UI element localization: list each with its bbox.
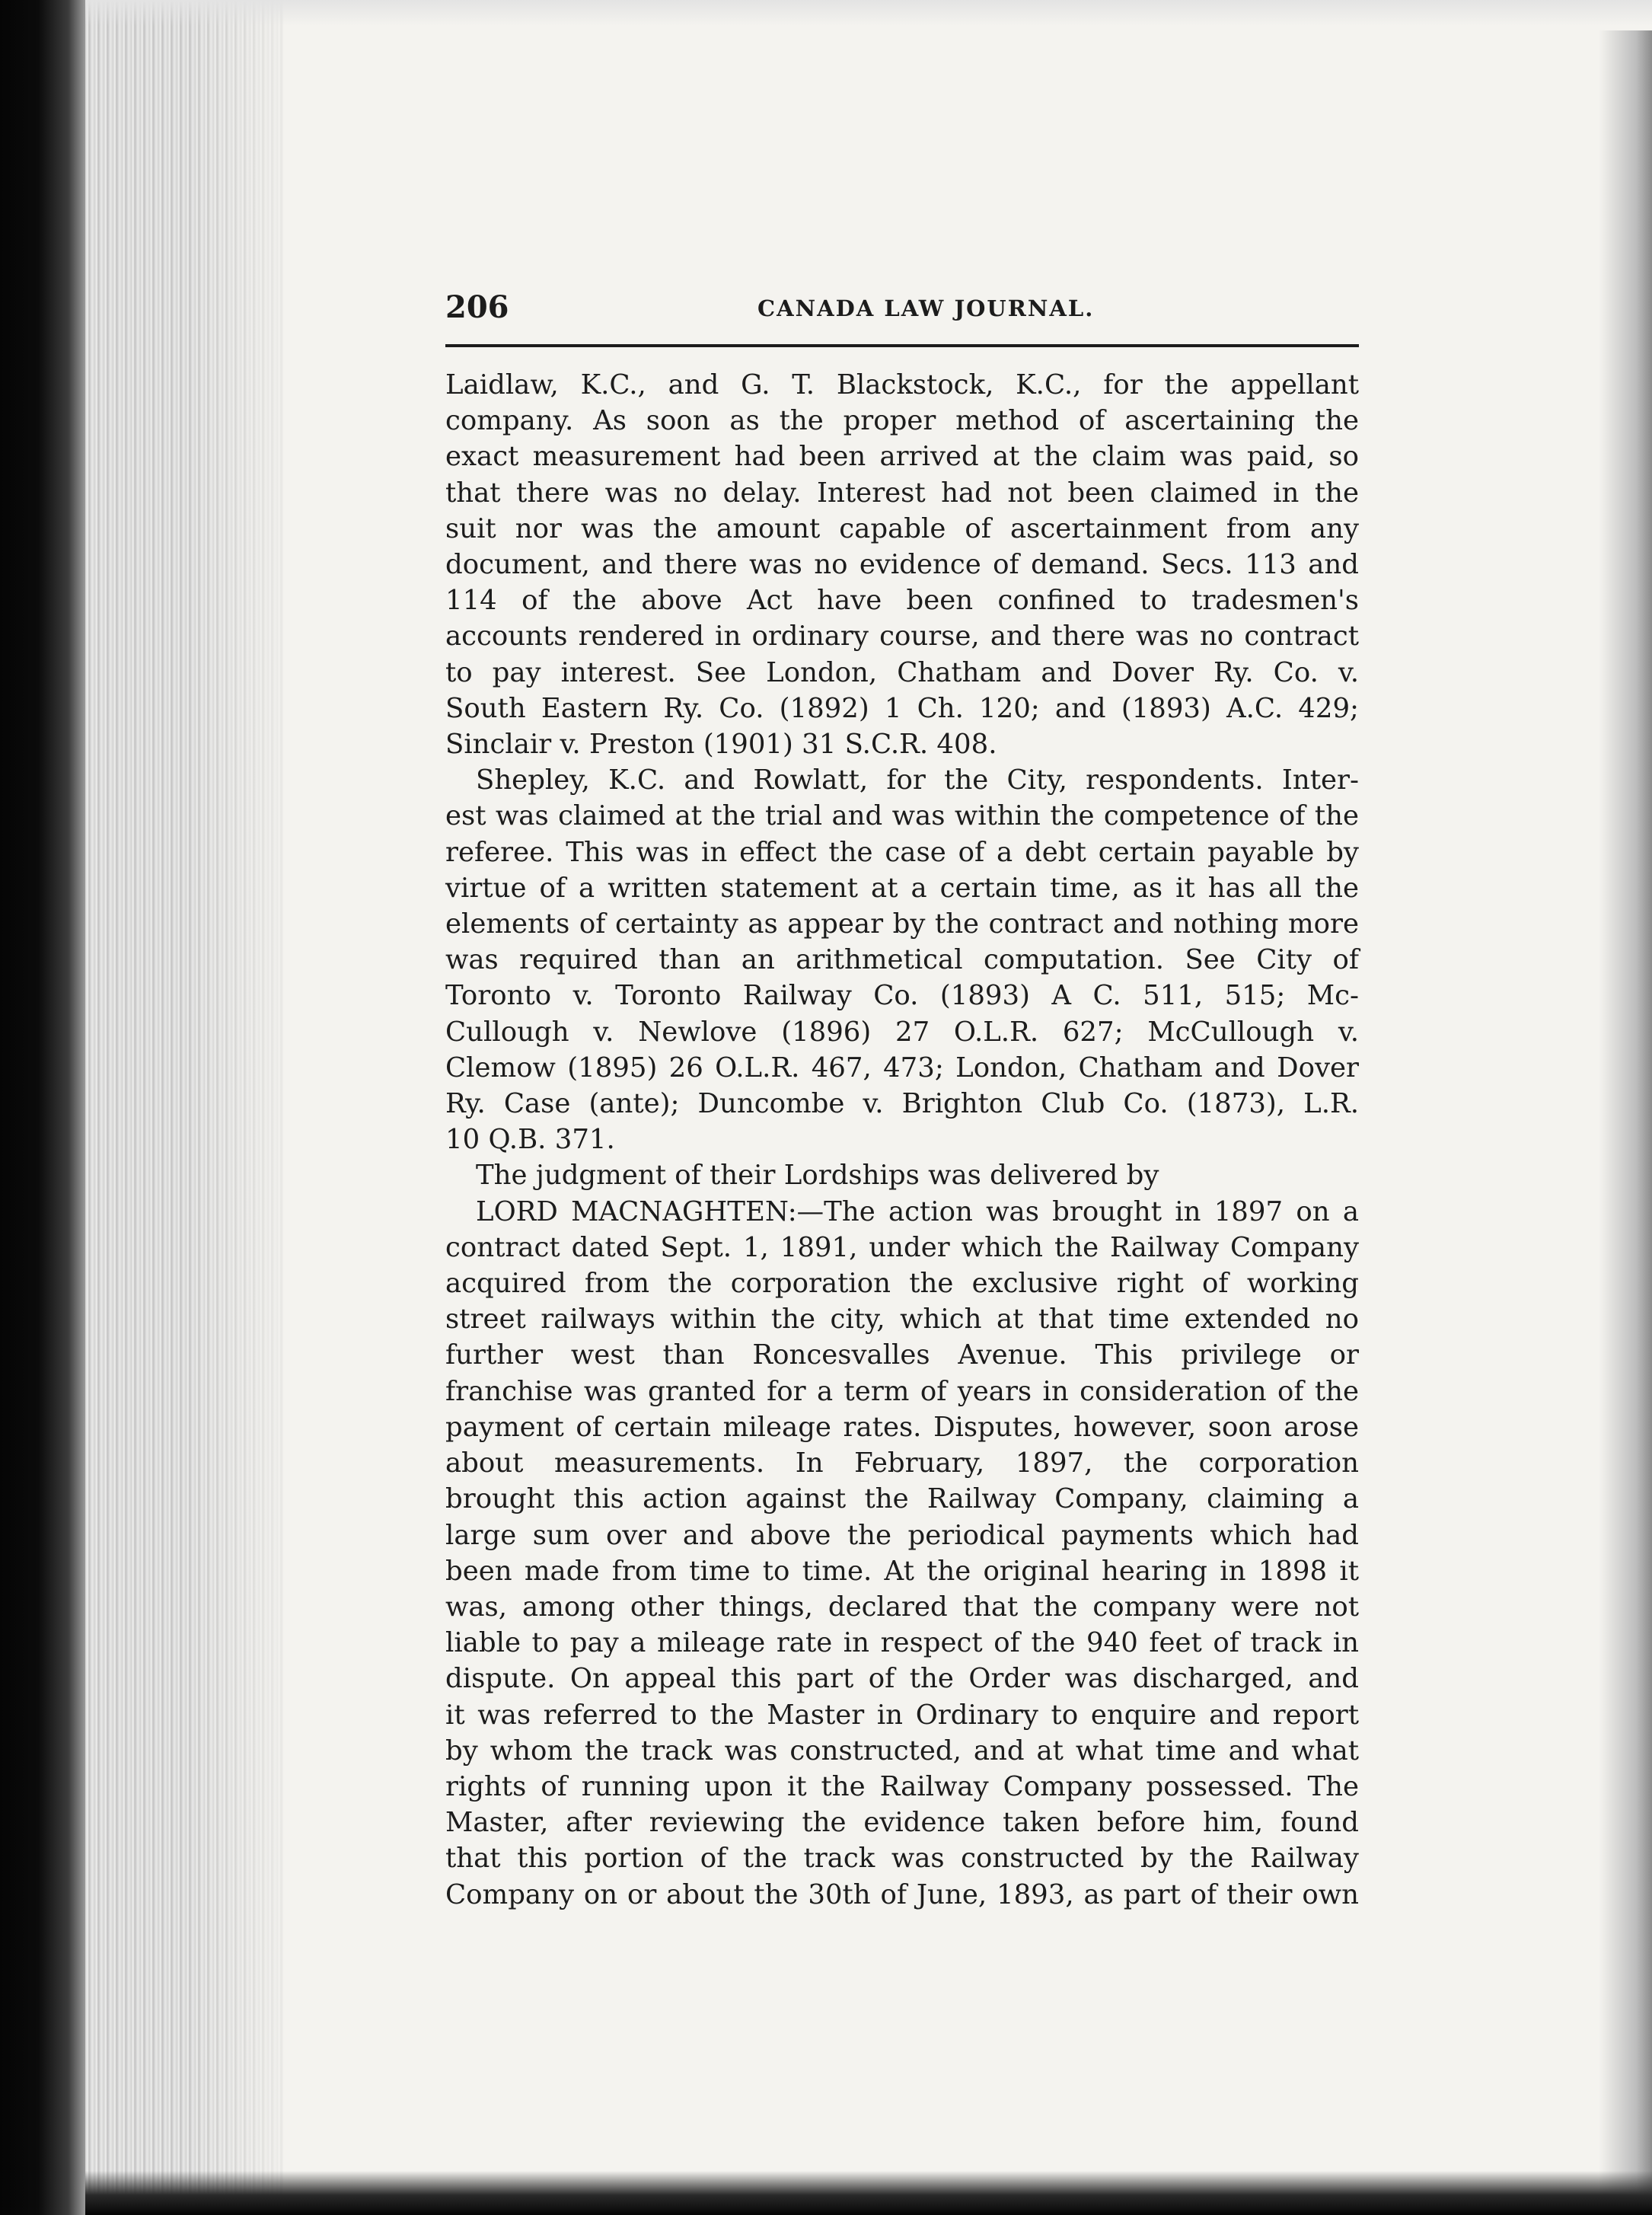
page-bottom-edge	[85, 2171, 1652, 2215]
journal-title: CANADA LAW JOURNAL.	[757, 295, 1095, 321]
text-line: about measurements. In February, 1897, the corporation	[445, 1447, 1359, 1479]
page-right-edge	[1599, 30, 1652, 2215]
text-line: est was claimed at the trial and was within the competence of the	[445, 800, 1359, 832]
running-head	[445, 289, 1359, 338]
text-line: South Eastern Ry. Co. (1892) 1 Ch. 120; and (1893) A.C. 429;	[445, 692, 1359, 724]
text-line: franchise was granted for a term of years in consideration of the	[445, 1375, 1359, 1407]
page-number: 206	[445, 289, 509, 325]
text-line: elements of certainty as appear by the contract and nothing more	[445, 908, 1359, 940]
text-line: to pay interest. See London, Chatham and Dover Ry. Co. v.	[445, 656, 1359, 688]
text-line: was, among other things, declared that the company were not	[445, 1591, 1359, 1623]
text-line: document, and there was no evidence of demand. Secs. 113 and	[445, 549, 1359, 581]
text-line: Shepley, K.C. and Rowlatt, for the City, respondents. Inter-	[476, 764, 1359, 796]
text-line: been made from time to time. At the original hearing in 1898 it	[445, 1555, 1359, 1587]
text-line: accounts rendered in ordinary course, and there was no contract	[445, 621, 1359, 653]
text-line: large sum over and above the periodical payments which had	[445, 1519, 1359, 1551]
text-line: it was referred to the Master in Ordinary to enquire and report	[445, 1699, 1359, 1731]
text-line: dispute. On appeal this part of the Order was discharged, and	[445, 1663, 1359, 1695]
text-line: Sinclair v. Preston (1901) 31 S.C.R. 408.	[445, 729, 997, 761]
text-line: Ry. Case (ante); Duncombe v. Brighton Club Co. (1873), L.R.	[445, 1088, 1359, 1120]
text-line: Company on or about the 30th of June, 1893, as part of their own	[445, 1878, 1359, 1910]
text-line: company. As soon as the proper method of ascertaining the	[445, 405, 1359, 437]
text-line: Toronto v. Toronto Railway Co. (1893) A C. 511, 515; Mc-	[445, 980, 1359, 1012]
text-line: LORD MACNAGHTEN:—The action was brought in 1897 on a	[476, 1195, 1359, 1227]
text-line: that there was no delay. Interest had not been claimed in the	[445, 477, 1359, 509]
text-line: liable to pay a mileage rate in respect of the 940 feet of track in	[445, 1627, 1359, 1659]
text-line: referee. This was in effect the case of a debt certain payable by	[445, 836, 1359, 868]
text-line: payment of certain mileage rates. Disputes, however, soon arose	[445, 1411, 1359, 1443]
text-line: acquired from the corporation the exclusive right of working	[445, 1268, 1359, 1300]
text-line: The judgment of their Lordships was delivered by	[476, 1160, 1159, 1192]
page-top-edge	[85, 0, 1652, 26]
text-line: further west than Roncesvalles Avenue. This privilege or	[445, 1339, 1359, 1371]
text-line: rights of running upon it the Railway Company possessed. The	[445, 1770, 1359, 1802]
text-line: Laidlaw, K.C., and G. T. Blackstock, K.C., for the appellant	[445, 369, 1359, 401]
body-text	[445, 367, 1359, 1913]
text-line: by whom the track was constructed, and at what time and what	[445, 1735, 1359, 1767]
text-line: Cullough v. Newlove (1896) 27 O.L.R. 627; McCullough v.	[445, 1016, 1359, 1048]
text-line: that this portion of the track was constructed by the Railway	[445, 1843, 1359, 1875]
text-line: street railways within the city, which at that time extended no	[445, 1304, 1359, 1336]
text-line: Master, after reviewing the evidence taken before him, found	[445, 1807, 1359, 1839]
text-line: Clemow (1895) 26 O.L.R. 467, 473; London, Chatham and Dover	[445, 1052, 1359, 1084]
text-line: was required than an arithmetical computation. See City of	[445, 944, 1359, 976]
scan-margin	[0, 0, 85, 2215]
gutter-shadow	[190, 0, 312, 2215]
text-line: brought this action against the Railway Company, claiming a	[445, 1483, 1359, 1515]
text-line: suit nor was the amount capable of ascertainment from any	[445, 512, 1359, 544]
text-line: 10 Q.B. 371.	[445, 1124, 615, 1156]
text-line: 114 of the above Act have been confined to tradesmen's	[445, 585, 1359, 617]
text-line: exact measurement had been arrived at the claim was paid, so	[445, 441, 1359, 473]
text-line: virtue of a written statement at a certain time, as it has all the	[445, 872, 1359, 904]
text-line: contract dated Sept. 1, 1891, under which the Railway Company	[445, 1231, 1359, 1263]
header-rule	[445, 344, 1359, 347]
